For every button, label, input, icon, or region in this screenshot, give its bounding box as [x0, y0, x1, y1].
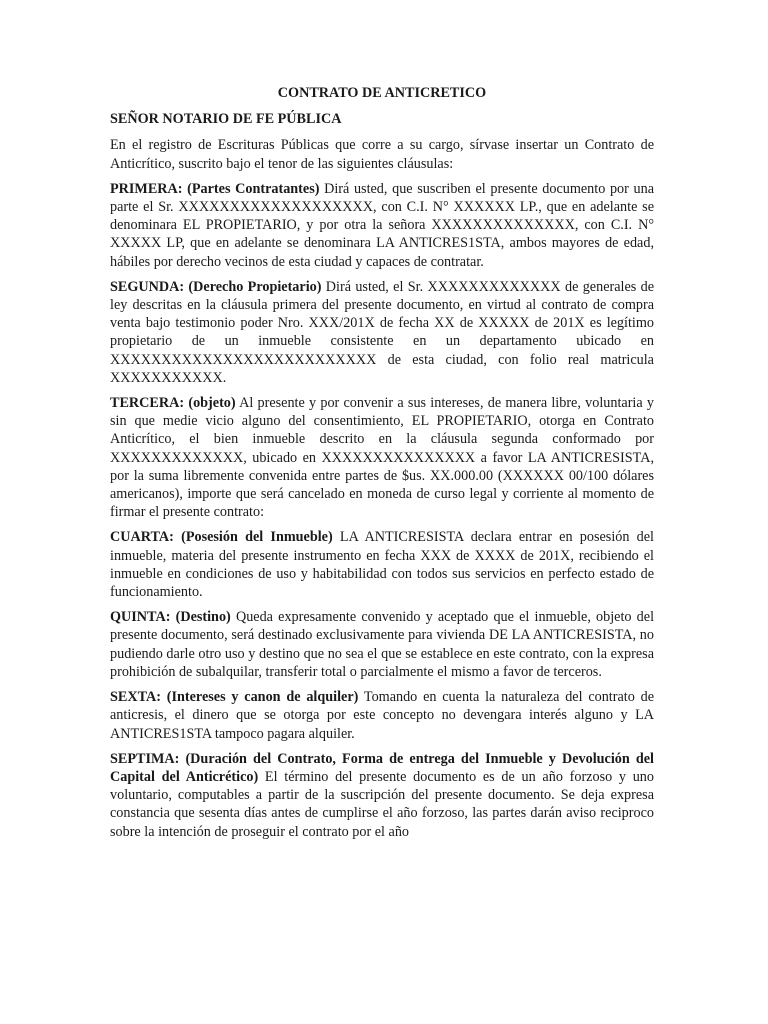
clause-quinta [110, 608, 654, 681]
clause-heading: TERCERA: (objeto) [110, 395, 236, 412]
document-title: CONTRATO DE ANTICRETICO [277, 85, 487, 101]
document-page [110, 84, 654, 848]
clause-heading: PRIMERA: (Partes Contratantes) [110, 180, 320, 197]
clause-body: Al presente y por convenir a sus intereses, de manera libre, voluntaria y sin que medie vicio alguno del consentimiento, EL PROPIETARIO, otorga en Contrato Anticrítico, el bien inmueble descrito en la cláusula segunda conformado por XXXXXXXXXXXXX, ubicado en XXXXXXXXXXXXXXX a favor LA ANTICRESISTA, por la suma libremente convenida entre partes de $us. XX.000.00 (XXXXXX 00/100 dólares americanos), importe que será cancelado en moneda de curso legal y corriente al momento de firmar el presente contrato: [110, 395, 654, 521]
clause-tercera [110, 394, 654, 521]
clause-body: El término del presente documento es de un año forzoso y uno voluntario, computables a partir de la suscripción del presente documento. Se deja expresa constancia que sesenta días antes de cumplirse el año forzoso, las partes darán aviso reciproco sobre la intención de proseguir el contrato por el año [110, 768, 654, 840]
clause-septima [110, 750, 654, 841]
clause-heading: QUINTA: (Destino) [110, 609, 231, 626]
clause-heading: SEXTA: (Intereses y canon de alquiler) [110, 689, 359, 706]
addressee-heading: SEÑOR NOTARIO DE FE PÚBLICA [110, 111, 342, 128]
clause-body: Dirá usted, que suscriben el presente documento por una parte el Sr. XXXXXXXXXXXXXXXXXXX, con C.I. N° XXXXXX LP., que en adelante se denominara EL PROPIETARIO, y por otra la señora XXXXXXXXXXXXXX, con C.I. N° XXXXX LP, que en adelante se denominara LA ANTICRES1STA, ambos mayores de edad, hábiles por derecho vecinos de esta ciudad y capaces de contratar. [110, 180, 654, 270]
clause-segunda [110, 278, 654, 387]
clause-body: Dirá usted, el Sr. XXXXXXXXXXXXX de generales de ley descritas en la cláusula primera del presente documento, en virtud al contrato de compra venta bajo testimonio poder Nro. XXX/201X de fecha XX de XXXXX de 201X es legítimo propietario de un inmueble consistente en un departamento ubicado en XXXXXXXXXXXXXXXXXXXXXXXXXX de esta ciudad, con folio real matricula XXXXXXXXXXX. [110, 278, 654, 386]
intro-paragraph: En el registro de Escrituras Públicas que corre a su cargo, sírvase insertar un Contrato de Anticrítico, suscrito bajo el tenor de las siguientes cláusulas: [110, 137, 654, 172]
clause-sexta [110, 688, 654, 743]
clause-body: LA ANTICRESISTA declara entrar en posesión del inmueble, materia del presente instrumento en fecha XXX de XXXX de 201X, recibiendo el inmueble en condiciones de uso y habitabilidad con todos sus servicios en perfecto estado de funcionamiento. [110, 529, 655, 601]
clause-heading: CUARTA: (Posesión del Inmueble) [110, 529, 333, 546]
clause-cuarta [110, 528, 654, 601]
clause-primera [110, 180, 654, 271]
clause-heading: SEGUNDA: (Derecho Propietario) [110, 278, 322, 295]
clause-body: Tomando en cuenta la naturaleza del contrato de anticresis, el dinero que se otorga por este concepto no devengara interés alguno y LA ANTICRES1STA tampoco pagara alquiler. [110, 689, 654, 742]
clause-body: Queda expresamente convenido y aceptado que el inmueble, objeto del presente documento, será destinado exclusivamente para vivienda DE LA ANTICRESISTA, no pudiendo darle otro uso y destino que no sea el que se establece en este contrato, con la expresa prohibición de subalquilar, transferir total o parcialmente el mismo a favor de terceros. [110, 609, 655, 680]
clause-heading: SEPTIMA: (Duración del Contrato, Forma de entrega del Inmueble y Devolución del Capital del Anticrético) [110, 750, 654, 785]
